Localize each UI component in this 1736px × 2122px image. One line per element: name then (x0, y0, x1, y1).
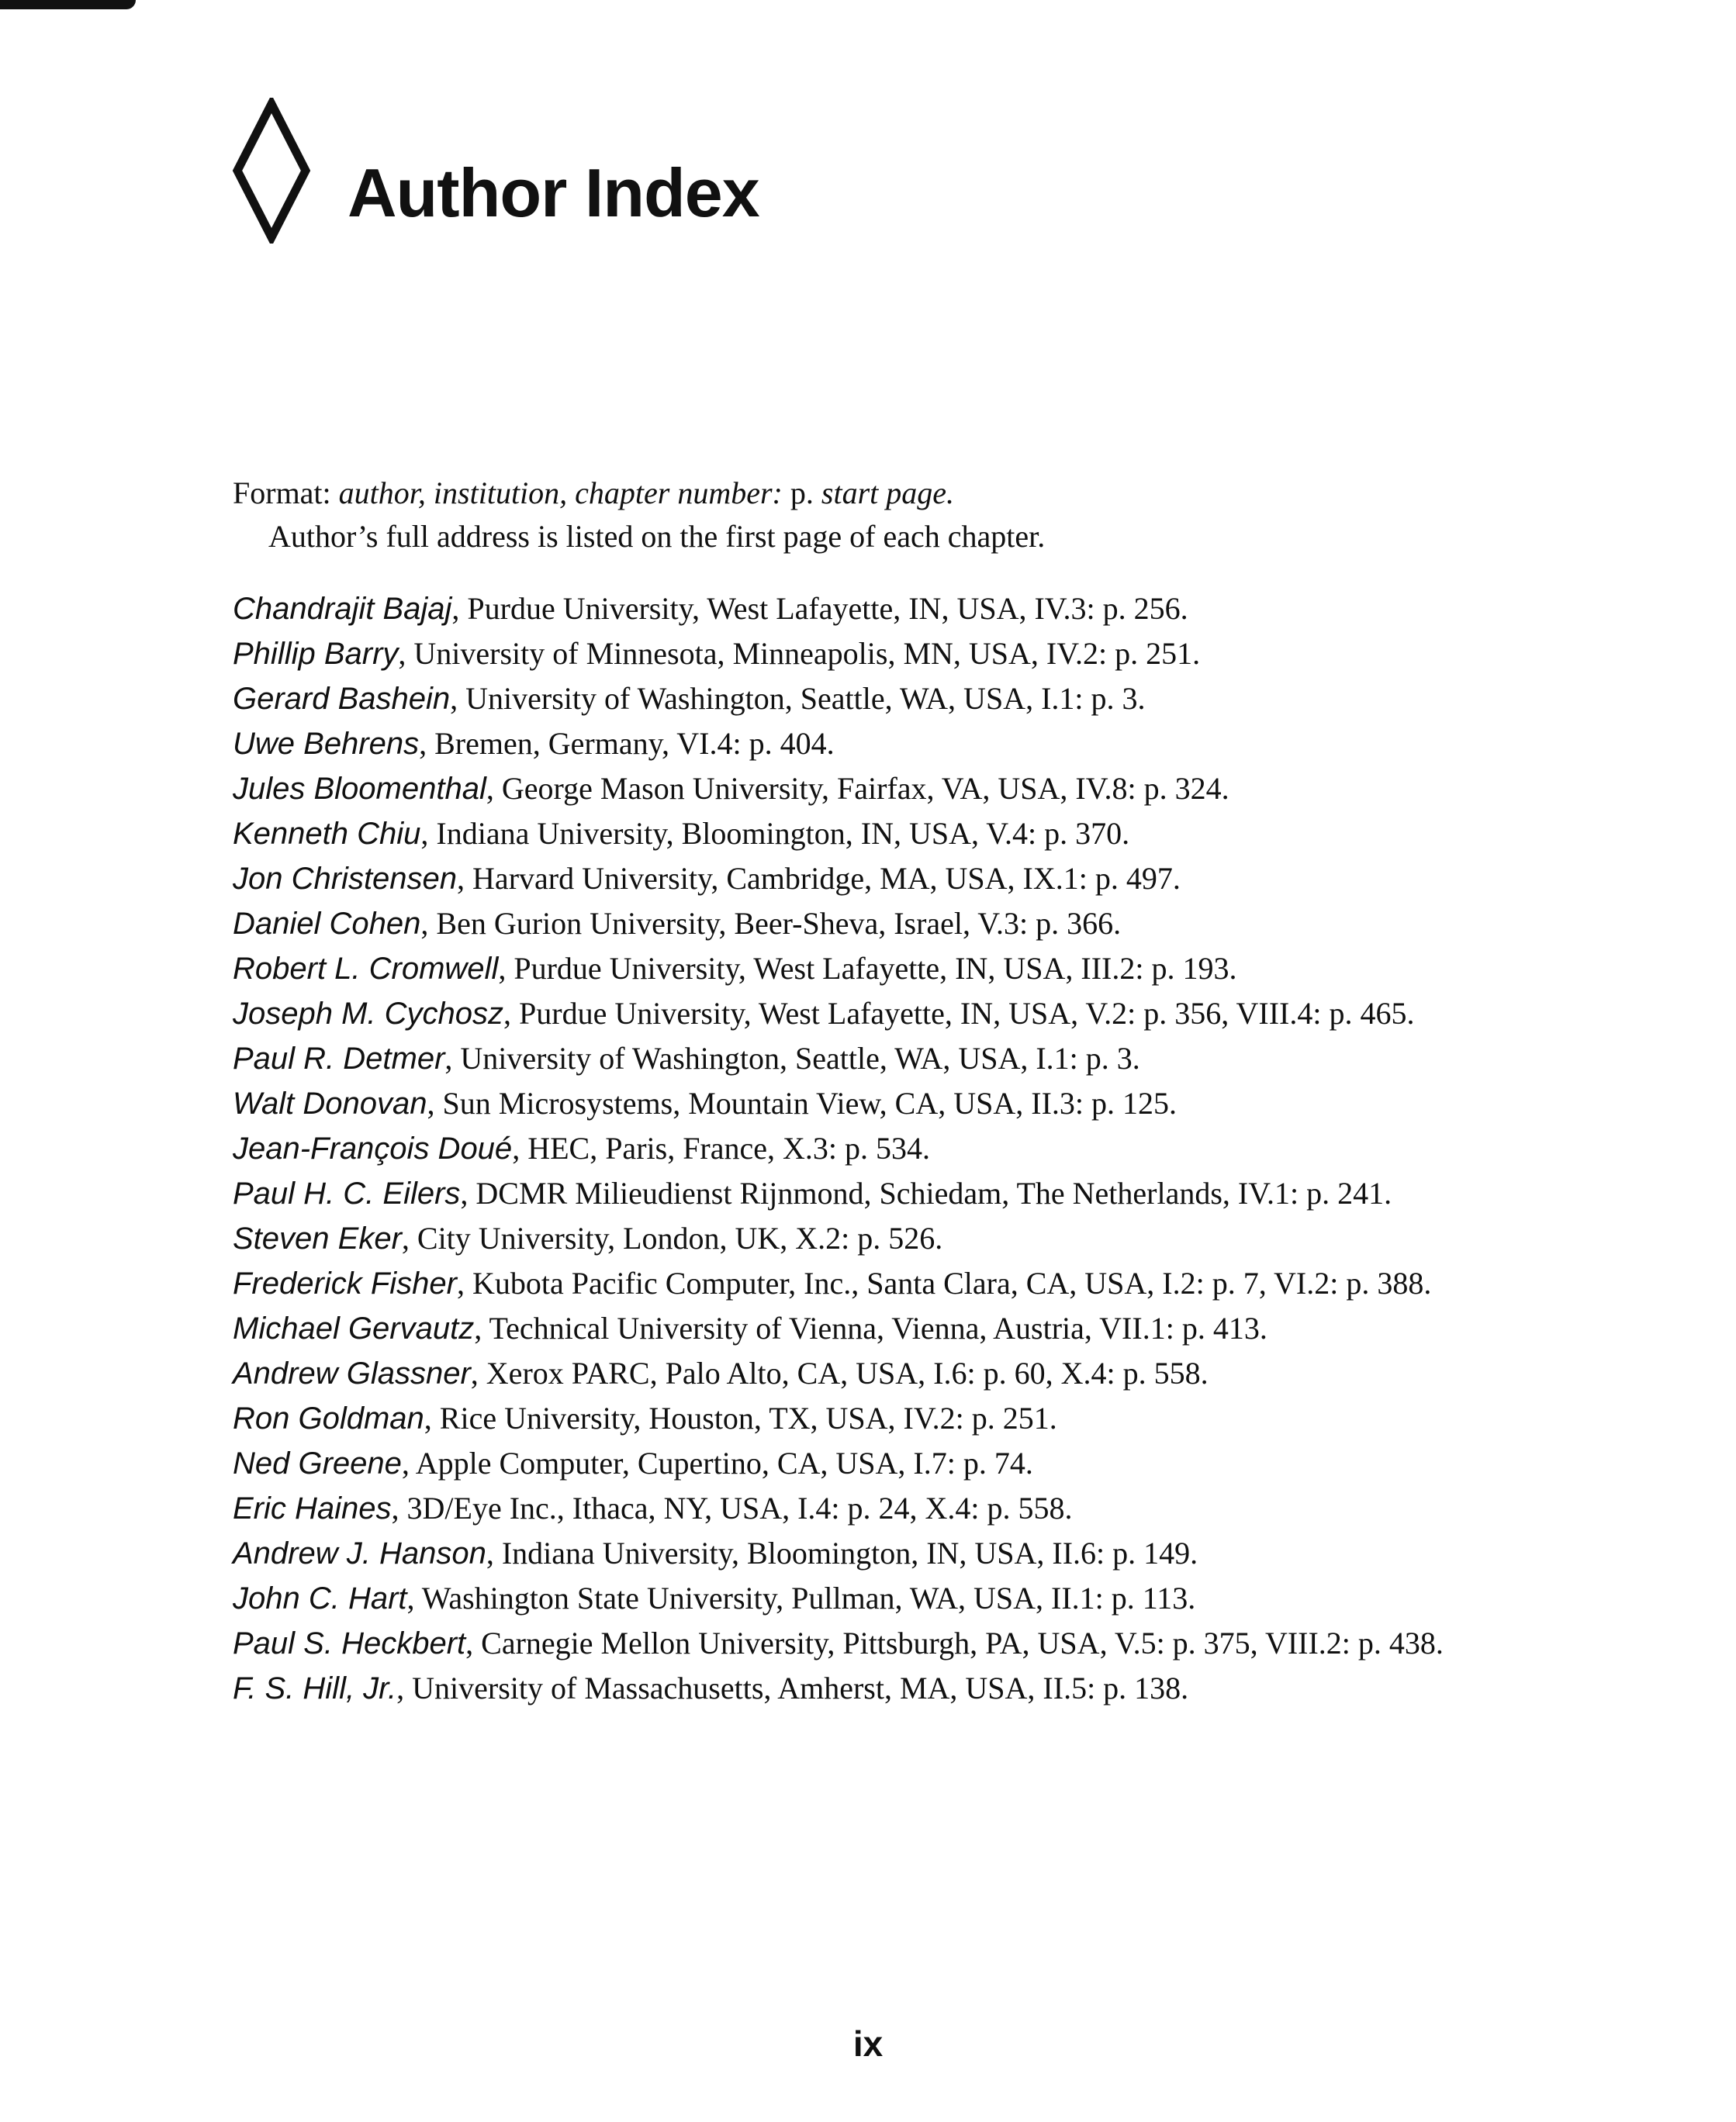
author-name: Michael Gervautz (233, 1312, 475, 1346)
format-note: Author’s full address is listed on the first page of each chapter. (268, 519, 1046, 554)
author-entry (233, 1261, 1544, 1306)
author-name: Eric Haines (233, 1491, 392, 1526)
author-name: John C. Hart (233, 1581, 407, 1616)
author-name: Ned Greene (233, 1446, 402, 1481)
author-entry (233, 901, 1544, 946)
author-entry (233, 1486, 1544, 1531)
author-details: , George Mason University, Fairfax, VA, USA, IV.8: p. 324. (486, 771, 1229, 806)
author-entry (233, 721, 1544, 766)
author-details: , University of Washington, Seattle, WA, USA, I.1: p. 3. (444, 1041, 1140, 1076)
author-name: Jon Christensen (233, 862, 458, 896)
page-title: Author Index (348, 154, 759, 231)
page-number: ix (852, 2024, 884, 2064)
author-details: , Purdue University, West Lafayette, IN, USA, IV.3: p. 256. (451, 591, 1188, 626)
author-list (233, 586, 1544, 1711)
author-details: , Harvard University, Cambridge, MA, USA, IX.1: p. 497. (457, 861, 1181, 896)
author-entry (233, 1351, 1544, 1396)
format-p: p. (790, 475, 814, 510)
author-name: Ron Goldman (233, 1401, 424, 1436)
author-entry (233, 631, 1544, 676)
author-name: Walt Donovan (233, 1087, 427, 1121)
author-entry (233, 1621, 1544, 1666)
author-name: Jules Bloomenthal (233, 772, 486, 806)
author-details: , Ben Gurion University, Beer-Sheva, Israel, V.3: p. 366. (420, 906, 1122, 941)
author-details: , 3D/Eye Inc., Ithaca, NY, USA, I.4: p. 24, X.4: p. 558. (391, 1491, 1073, 1526)
author-entry (233, 586, 1544, 631)
author-entry (233, 766, 1544, 811)
format-start: start page. (821, 475, 955, 510)
author-entry (233, 1216, 1544, 1261)
author-name: Robert L. Cromwell (233, 952, 499, 986)
author-entry (233, 676, 1544, 721)
author-name: Uwe Behrens (233, 727, 420, 761)
author-details: , University of Massachusetts, Amherst, MA, USA, II.5: p. 138. (396, 1671, 1189, 1706)
author-name: Chandrajit Bajaj (233, 592, 452, 626)
author-details: , City University, London, UK, X.2: p. 526. (401, 1221, 943, 1256)
author-entry (233, 1576, 1544, 1621)
author-entry (233, 1531, 1544, 1576)
author-entry (233, 811, 1544, 856)
format-pattern: author, institution, chapter number: (338, 475, 783, 510)
author-name: Andrew J. Hanson (233, 1536, 486, 1571)
author-details: , Sun Microsystems, Mountain View, CA, USA, II.3: p. 125. (427, 1086, 1177, 1121)
author-details: , Indiana University, Bloomington, IN, USA, V.4: p. 370. (420, 816, 1130, 851)
author-details: , Kubota Pacific Computer, Inc., Santa Clara, CA, USA, I.2: p. 7, VI.2: p. 388. (456, 1266, 1432, 1301)
author-name: Jean-François Doué (233, 1132, 513, 1166)
author-details: , University of Minnesota, Minneapolis, MN, USA, IV.2: p. 251. (398, 636, 1201, 671)
author-entry (233, 1396, 1544, 1441)
author-name: F. S. Hill, Jr. (233, 1671, 397, 1706)
author-entry (233, 946, 1544, 991)
author-entry (233, 1666, 1544, 1711)
author-details: , Purdue University, West Lafayette, IN, USA, III.2: p. 193. (498, 951, 1237, 986)
author-name: Frederick Fisher (233, 1267, 457, 1301)
author-details: , Technical University of Vienna, Vienna, Austria, VII.1: p. 413. (474, 1311, 1267, 1346)
author-details: , HEC, Paris, France, X.3: p. 534. (512, 1131, 931, 1166)
author-name: Daniel Cohen (233, 907, 421, 941)
author-details: , Xerox PARC, Palo Alto, CA, USA, I.6: p. 60, X.4: p. 558. (470, 1356, 1209, 1391)
author-name: Paul H. C. Eilers (233, 1177, 461, 1211)
author-entry (233, 1171, 1544, 1216)
scan-edge-mark (0, 0, 136, 9)
author-details: , Washington State University, Pullman, WA, USA, II.1: p. 113. (406, 1581, 1196, 1616)
author-details: , DCMR Milieudienst Rijnmond, Schiedam, The Netherlands, IV.1: p. 241. (460, 1176, 1392, 1211)
author-entry (233, 1441, 1544, 1486)
author-name: Joseph M. Cychosz (233, 997, 504, 1031)
author-name: Kenneth Chiu (233, 817, 421, 851)
author-details: , Rice University, Houston, TX, USA, IV.2: p. 251. (424, 1401, 1057, 1436)
format-line (233, 472, 1551, 515)
author-entry (233, 856, 1544, 901)
author-entry (233, 1306, 1544, 1351)
author-details: , Bremen, Germany, VI.4: p. 404. (419, 726, 835, 761)
diamond-icon (231, 98, 312, 244)
author-details: , Indiana University, Bloomington, IN, USA, II.6: p. 149. (486, 1536, 1198, 1571)
author-name: Andrew Glassner (233, 1356, 471, 1391)
author-entry (233, 1036, 1544, 1081)
author-name: Gerard Bashein (233, 682, 451, 716)
author-name: Paul S. Heckbert (233, 1626, 466, 1661)
author-name: Paul R. Detmer (233, 1042, 445, 1076)
author-details: , Carnegie Mellon University, Pittsburgh, PA, USA, V.5: p. 375, VIII.2: p. 438. (465, 1626, 1444, 1661)
author-details: , Apple Computer, Cupertino, CA, USA, I.7: p. 74. (401, 1446, 1033, 1481)
author-name: Phillip Barry (233, 637, 399, 671)
author-entry (233, 991, 1544, 1036)
author-name: Steven Eker (233, 1222, 402, 1256)
author-entry (233, 1126, 1544, 1171)
format-label: Format: (233, 475, 331, 510)
author-details: , Purdue University, West Lafayette, IN, USA, V.2: p. 356, VIII.4: p. 465. (503, 996, 1415, 1031)
author-details: , University of Washington, Seattle, WA, USA, I.1: p. 3. (450, 681, 1146, 716)
author-entry (233, 1081, 1544, 1126)
format-description (233, 472, 1551, 558)
